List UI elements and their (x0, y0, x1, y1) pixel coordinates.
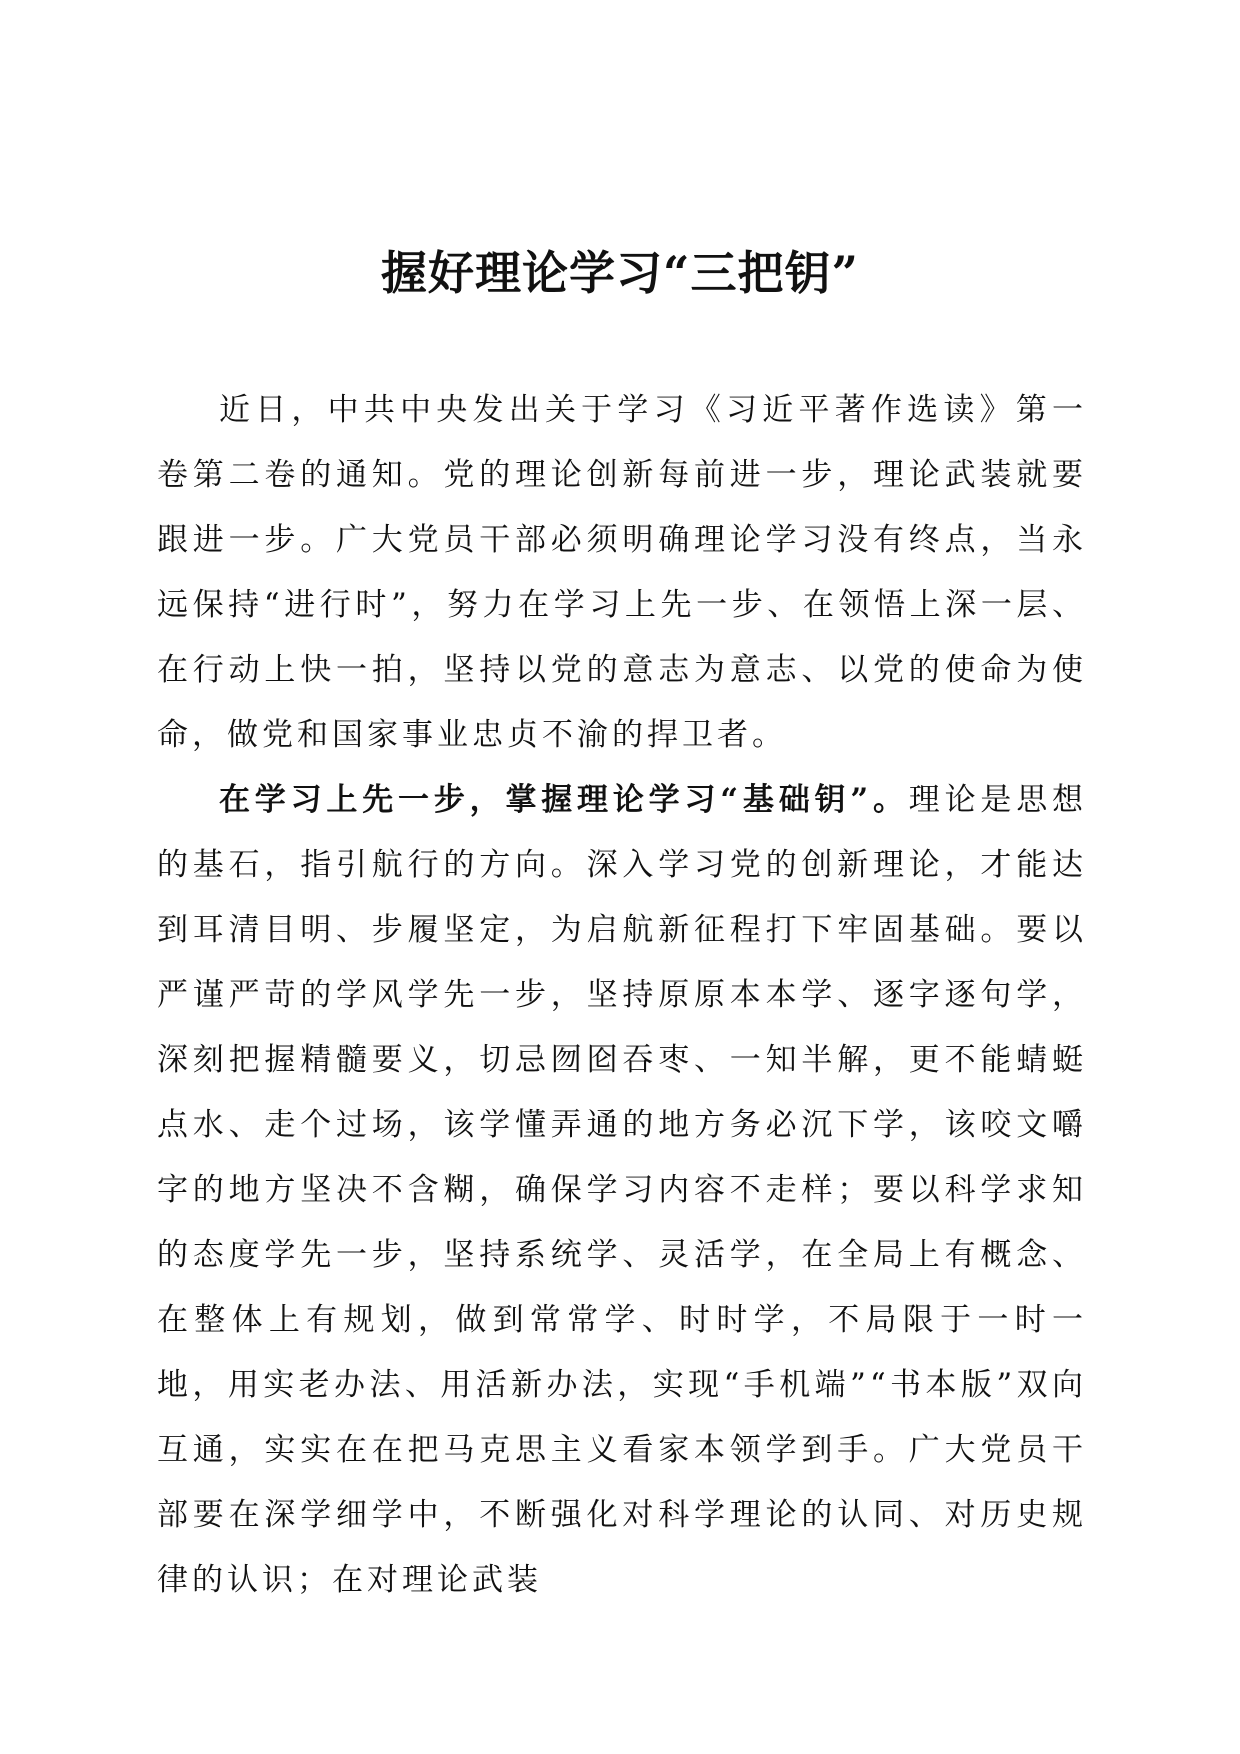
paragraph-text: 近日，中共中央发出关于学习《习近平著作选读》第一卷第二卷的通知。党的理论创新每前进一步，理论武装就要跟进一步。广大党员干部必须明确理论学习没有终点，当永远保持“进行时”，努力在学习上先一步、在领悟上深一层、在行动上快一拍，坚持以党的意志为意志、以党的使命为使命，做党和国家事业忠贞不渝的捍卫者。 (157, 392, 1087, 753)
paragraph-lead: 在学习上先一步，掌握理论学习“基础钥”。 (219, 782, 909, 818)
paragraph-text: 理论是思想的基石，指引航行的方向。深入学习党的创新理论，才能达到耳清目明、步履坚定，为启航新征程打下牢固基础。要以严谨严苛的学风学先一步，坚持原原本本学、逐字逐句学，深刻把握精髓要义，切忌囫囵吞枣、一知半解，更不能蜻蜓点水、走个过场，该学懂弄通的地方务必沉下学，该咬文嚼字的地方坚决不含糊，确保学习内容不走样；要以科学求知的态度学先一步，坚持系统学、灵活学，在全局上有概念、在整体上有规划，做到常常学、时时学，不局限于一时一地，用实老办法、用活新办法，实现“手机端”“书本版”双向互通，实实在在把马克思主义看家本领学到手。广大党员干部要在深学细学中，不断强化对科学理论的认同、对历史规律的认识；在对理论武装 (157, 782, 1088, 1598)
document-title: 握好理论学习“三把钥” (381, 246, 859, 300)
document-body (157, 378, 1087, 1613)
paragraph-intro (157, 378, 1087, 768)
paragraph-study-first (157, 768, 1087, 1613)
